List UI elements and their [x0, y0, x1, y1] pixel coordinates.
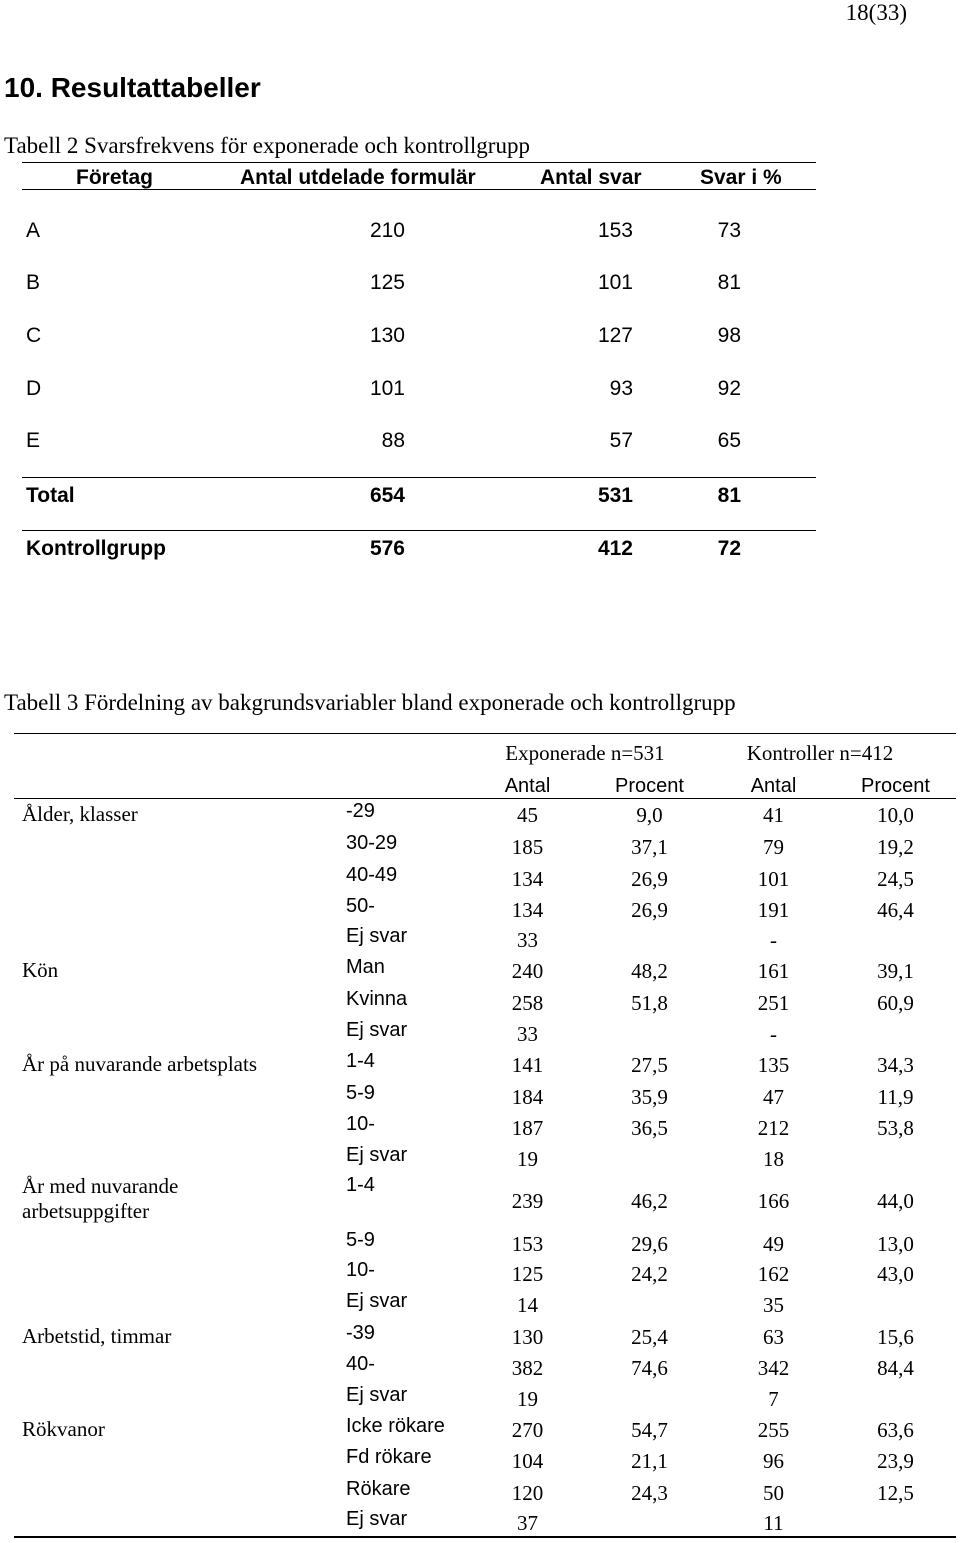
table3-exposed-percent: 51,8 — [631, 991, 668, 1015]
table2-company: B — [26, 271, 41, 294]
table3-category: 10- — [346, 1259, 375, 1281]
table3-category: Rökare — [346, 1478, 411, 1500]
table3-category: 1-4 — [346, 1174, 375, 1196]
table3-control-percent: 60,9 — [877, 991, 914, 1015]
table2-rate: 92 — [717, 377, 741, 400]
table3-exposed-count: 134 — [511, 898, 544, 922]
table3-exposed-count: 104 — [511, 1449, 544, 1473]
table3-variable: År på nuvarande arbetsplats — [22, 1052, 257, 1076]
table3-variable: År med nuvarande — [22, 1174, 179, 1198]
table3-exposed-count: 185 — [511, 835, 544, 859]
table3-control-percent: 24,5 — [877, 867, 914, 891]
table3-exposed-percent: 46,2 — [631, 1189, 668, 1213]
table3-exposed-percent: 36,5 — [631, 1116, 668, 1140]
table3-control-percent: 11,9 — [877, 1085, 914, 1109]
table3-control-count: 35 — [763, 1293, 784, 1317]
table3-exposed-percent: 21,1 — [631, 1449, 668, 1473]
table3-control-count: 11 — [763, 1511, 784, 1535]
table3-control-count: 135 — [757, 1053, 790, 1077]
table2-rate: 98 — [717, 324, 741, 347]
table2-company: A — [26, 219, 41, 242]
table2-header-responses: Antal svar — [540, 166, 642, 189]
table3-control-percent: 84,4 — [877, 1356, 914, 1380]
table2-caption: Tabell 2 Svarsfrekvens för exponerade och kontrollgrupp — [4, 133, 530, 158]
table3-exposed-count: 37 — [517, 1511, 538, 1535]
table3-control-count: - — [770, 928, 777, 952]
table3-exposed-count: 19 — [517, 1387, 538, 1411]
table3-exposed-percent: 24,2 — [631, 1262, 668, 1286]
table2-responses: 93 — [609, 377, 633, 400]
table3-exposed-percent: 26,9 — [631, 898, 668, 922]
table2-top-rule — [22, 162, 816, 163]
table3-exposed-count: 14 — [517, 1293, 538, 1317]
table3-category: Kvinna — [346, 988, 408, 1010]
table2-distributed: 130 — [369, 324, 405, 347]
table2-responses: 153 — [597, 219, 633, 242]
table3-variable: Arbetstid, timmar — [22, 1324, 172, 1348]
table3-category: Ej svar — [346, 1144, 408, 1166]
table3-control-percent: 39,1 — [877, 959, 914, 983]
table3-sub-exposed-percent: Procent — [615, 775, 684, 797]
table3-bottom-rule — [14, 1536, 956, 1538]
table3-category: 1-4 — [346, 1050, 375, 1072]
table3-control-percent: 15,6 — [877, 1325, 914, 1349]
table3-control-percent: 12,5 — [877, 1481, 914, 1505]
table3-variable: Kön — [22, 958, 59, 982]
table3-control-count: - — [770, 1022, 777, 1046]
table3-control-count: 191 — [757, 898, 790, 922]
table2-control-responses: 412 — [597, 537, 633, 560]
table3-exposed-percent: 27,5 — [631, 1053, 668, 1077]
table2-distributed: 101 — [369, 377, 405, 400]
table3-category: Ej svar — [346, 1019, 408, 1041]
table2-rate: 81 — [717, 271, 741, 294]
table3-exposed-count: 187 — [511, 1116, 544, 1140]
table3-category: -39 — [346, 1322, 375, 1344]
table2-header-rule — [22, 189, 816, 190]
table2-distributed: 210 — [369, 219, 405, 242]
table3-variable: Ålder, klasser — [22, 802, 138, 826]
table3-control-count: 7 — [768, 1387, 779, 1411]
table2-total-rule — [22, 477, 816, 478]
table3-category: Ej svar — [346, 1384, 408, 1406]
table2-header-distributed: Antal utdelade formulär — [240, 166, 476, 189]
table3-exposed-count: 141 — [511, 1053, 544, 1077]
table3-category: Ej svar — [346, 1508, 408, 1530]
table3-control-count: 63 — [763, 1325, 784, 1349]
table2-company: E — [26, 429, 41, 452]
table3-exposed-count: 45 — [517, 803, 538, 827]
table3-exposed-percent: 29,6 — [631, 1232, 668, 1256]
table2-control-label: Kontrollgrupp — [26, 537, 166, 560]
table3-category: Fd rökare — [346, 1446, 432, 1468]
table3-category: 40- — [346, 1353, 375, 1375]
table2-distributed: 125 — [369, 271, 405, 294]
table3-category: Icke rökare — [346, 1415, 445, 1437]
table3-category: Ej svar — [346, 925, 408, 947]
table3-top-rule — [14, 733, 956, 734]
table3-control-count: 212 — [757, 1116, 790, 1140]
table3-control-percent: 43,0 — [877, 1262, 914, 1286]
table3-variable: Rökvanor — [22, 1417, 105, 1441]
table3-sub-control-count: Antal — [750, 775, 797, 797]
table2-control-rule — [22, 530, 816, 531]
table3-exposed-percent: 74,6 — [631, 1356, 668, 1380]
table3-control-percent: 34,3 — [877, 1053, 914, 1077]
page-heading: 10. Resultattabeller — [4, 72, 261, 103]
table3-exposed-count: 19 — [517, 1147, 538, 1171]
table3-exposed-percent: 9,0 — [636, 803, 663, 827]
table3-exposed-percent: 24,3 — [631, 1481, 668, 1505]
table3-category: 5-9 — [346, 1082, 375, 1104]
table3-exposed-count: 125 — [511, 1262, 544, 1286]
table3-exposed-count: 120 — [511, 1481, 544, 1505]
table3-control-percent: 23,9 — [877, 1449, 914, 1473]
table3-sub-exposed-count: Antal — [504, 775, 551, 797]
table2-total-rate: 81 — [717, 484, 741, 507]
table3-group-exposed: Exponerade n=531 — [505, 741, 665, 765]
table3-control-count: 50 — [763, 1481, 784, 1505]
table2-total-responses: 531 — [597, 484, 633, 507]
table3-control-percent: 13,0 — [877, 1232, 914, 1256]
table3-control-percent: 10,0 — [877, 803, 914, 827]
table3-exposed-count: 153 — [511, 1232, 544, 1256]
table3-control-count: 18 — [763, 1147, 784, 1171]
table2-control-rate: 72 — [717, 537, 741, 560]
table3-exposed-count: 240 — [511, 959, 544, 983]
table3-control-count: 161 — [757, 959, 790, 983]
table3-control-count: 101 — [757, 867, 790, 891]
table2-total-label: Total — [26, 484, 75, 507]
table3-caption: Tabell 3 Fördelning av bakgrundsvariabler bland exponerade och kontrollgrupp — [4, 690, 736, 715]
table3-group-control: Kontroller n=412 — [746, 741, 894, 765]
table3-category: Ej svar — [346, 1290, 408, 1312]
table3-exposed-percent: 48,2 — [631, 959, 668, 983]
table3-control-count: 49 — [763, 1232, 784, 1256]
table3-control-percent: 19,2 — [877, 835, 914, 859]
table3-exposed-count: 130 — [511, 1325, 544, 1349]
table3-exposed-percent: 37,1 — [631, 835, 668, 859]
table3-control-count: 96 — [763, 1449, 784, 1473]
table3-control-count: 255 — [757, 1418, 790, 1442]
table2-rate: 65 — [717, 429, 741, 452]
table3-exposed-count: 33 — [517, 1022, 538, 1046]
table3-control-count: 251 — [757, 991, 790, 1015]
table3-category: 30-29 — [346, 832, 398, 854]
table2-responses: 127 — [597, 324, 633, 347]
table2-rate: 73 — [717, 219, 741, 242]
table2-distributed: 88 — [381, 429, 405, 452]
table2-company: C — [26, 324, 42, 347]
table2-responses: 101 — [597, 271, 633, 294]
table2-header-company: Företag — [76, 166, 154, 189]
table3-category: 10- — [346, 1113, 375, 1135]
table3-variable-line2: arbetsuppgifter — [22, 1199, 150, 1223]
table3-exposed-count: 270 — [511, 1418, 544, 1442]
table3-exposed-count: 382 — [511, 1356, 544, 1380]
table3-exposed-count: 258 — [511, 991, 544, 1015]
table3-control-percent: 44,0 — [877, 1189, 914, 1213]
table2-company: D — [26, 377, 42, 400]
table3-exposed-count: 33 — [517, 928, 538, 952]
table2-control-distributed: 576 — [369, 537, 405, 560]
table2-total-distributed: 654 — [369, 484, 405, 507]
table3-header-rule — [14, 798, 956, 799]
table3-exposed-percent: 26,9 — [631, 867, 668, 891]
table3-control-count: 162 — [757, 1262, 790, 1286]
table3-control-percent: 53,8 — [877, 1116, 914, 1140]
table3-exposed-count: 239 — [511, 1189, 544, 1213]
table3-control-count: 342 — [757, 1356, 790, 1380]
table3-category: -29 — [346, 800, 375, 822]
table3-exposed-count: 134 — [511, 867, 544, 891]
table3-control-count: 41 — [763, 803, 784, 827]
table3-category: Man — [346, 956, 385, 978]
table3-exposed-percent: 25,4 — [631, 1325, 668, 1349]
table3-control-count: 166 — [757, 1189, 790, 1213]
table3-category: 40-49 — [346, 864, 398, 886]
table3-control-count: 47 — [763, 1085, 784, 1109]
table3-control-count: 79 — [763, 835, 784, 859]
table3-exposed-percent: 54,7 — [631, 1418, 668, 1442]
table3-exposed-percent: 35,9 — [631, 1085, 668, 1109]
table3-exposed-count: 184 — [511, 1085, 544, 1109]
table3-category: 50- — [346, 895, 375, 917]
page-number: 18(33) — [845, 0, 907, 25]
table2-header-rate: Svar i % — [700, 166, 782, 189]
table2-responses: 57 — [609, 429, 633, 452]
table3-category: 5-9 — [346, 1229, 375, 1251]
table3-sub-control-percent: Procent — [861, 775, 930, 797]
table3-control-percent: 63,6 — [877, 1418, 914, 1442]
table3-control-percent: 46,4 — [877, 898, 914, 922]
